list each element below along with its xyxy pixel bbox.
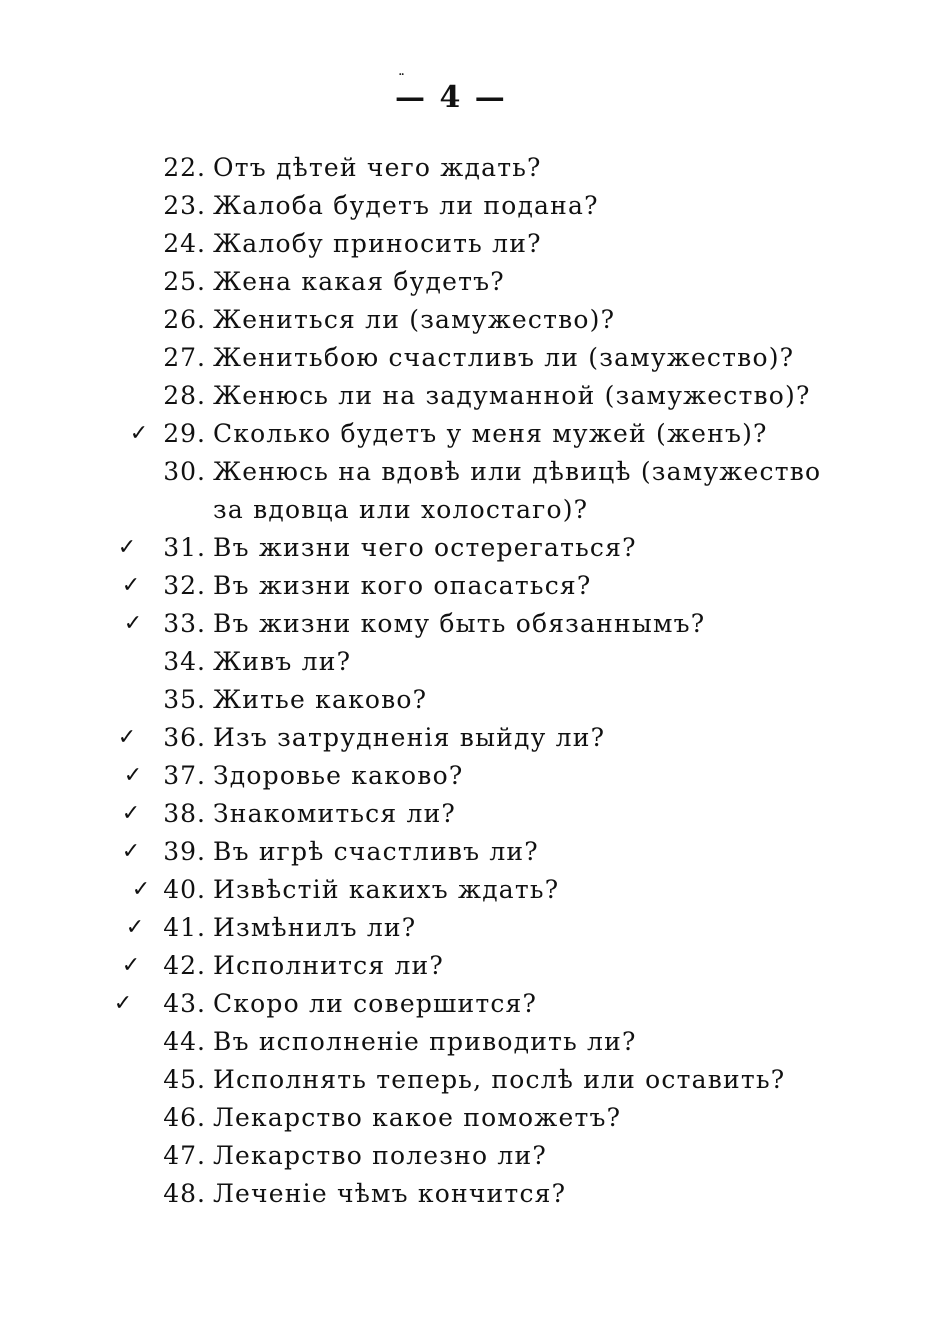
item-text: Женюсь ли на задуманной (замужество)? xyxy=(213,381,811,410)
check-mark: ✓ xyxy=(123,763,143,788)
list-item xyxy=(0,339,936,377)
item-number: 26. xyxy=(163,305,206,334)
list-item xyxy=(0,909,936,947)
check-mark: ✓ xyxy=(113,991,133,1016)
check-mark: ✓ xyxy=(121,839,141,864)
list-item xyxy=(0,415,936,453)
list-item xyxy=(0,149,936,187)
list-item xyxy=(0,225,936,263)
list-item xyxy=(0,681,936,719)
item-text: Измѣнилъ ли? xyxy=(213,913,417,942)
item-number: 23. xyxy=(163,191,206,220)
item-text: Жалобу приносить ли? xyxy=(213,229,542,258)
item-number: 39. xyxy=(163,837,206,866)
item-text: Жалоба будетъ ли подана? xyxy=(213,191,599,220)
item-text: Отъ дѣтей чего ждать? xyxy=(213,153,542,182)
item-number: 32. xyxy=(163,571,206,600)
list-item xyxy=(0,263,936,301)
item-text: Извѣстій какихъ ждать? xyxy=(213,875,560,904)
item-number: 44. xyxy=(163,1027,206,1056)
check-mark: ✓ xyxy=(121,801,141,826)
item-text: Жениться ли (замужество)? xyxy=(213,305,616,334)
list-item xyxy=(0,757,936,795)
item-number: 27. xyxy=(163,343,206,372)
list-item xyxy=(0,833,936,871)
item-number: 29. xyxy=(163,419,206,448)
item-text: Въ исполненіе приводить ли? xyxy=(213,1027,637,1056)
list-item xyxy=(0,643,936,681)
check-mark: ✓ xyxy=(129,421,149,446)
item-number: 38. xyxy=(163,799,206,828)
check-mark: ✓ xyxy=(117,535,137,560)
item-number: 45. xyxy=(163,1065,206,1094)
check-mark: ✓ xyxy=(121,953,141,978)
list-item xyxy=(0,1061,936,1099)
item-text: Въ жизни кого опасаться? xyxy=(213,571,592,600)
item-text: Лекарство полезно ли? xyxy=(213,1141,547,1170)
item-text: Здоровье каково? xyxy=(213,761,464,790)
ink-speck: .. xyxy=(398,63,403,79)
item-text: Женитьбою счастливъ ли (замужество)? xyxy=(213,343,795,372)
item-number: 30. xyxy=(163,457,206,486)
item-number: 42. xyxy=(163,951,206,980)
item-text: Житье каково? xyxy=(213,685,428,714)
item-number: 34. xyxy=(163,647,206,676)
list-item xyxy=(0,187,936,225)
list-item xyxy=(0,947,936,985)
check-mark: ✓ xyxy=(123,611,143,636)
list-item xyxy=(0,1137,936,1175)
item-number: 35. xyxy=(163,685,206,714)
page-number-header: — 4 — xyxy=(395,80,507,115)
item-text: Женюсь на вдовѣ или дѣвицѣ (замужество за вдовца или холостаго)? xyxy=(213,457,822,524)
item-text: Лекарство какое поможетъ? xyxy=(213,1103,622,1132)
list-item xyxy=(0,567,936,605)
question-list xyxy=(0,149,936,1213)
list-item xyxy=(0,871,936,909)
list-item xyxy=(0,795,936,833)
item-number: 28. xyxy=(163,381,206,410)
list-item xyxy=(0,377,936,415)
item-number: 48. xyxy=(163,1179,206,1208)
check-mark: ✓ xyxy=(131,877,151,902)
item-number: 22. xyxy=(163,153,206,182)
list-item xyxy=(0,1175,936,1213)
item-text: Исполнится ли? xyxy=(213,951,445,980)
item-text: Живъ ли? xyxy=(213,647,352,676)
item-number: 37. xyxy=(163,761,206,790)
item-text: Леченіе чѣмъ кончится? xyxy=(213,1179,567,1208)
item-number: 41. xyxy=(163,913,206,942)
list-item xyxy=(0,985,936,1023)
item-number: 25. xyxy=(163,267,206,296)
item-number: 40. xyxy=(163,875,206,904)
check-mark: ✓ xyxy=(121,573,141,598)
list-item xyxy=(0,453,936,529)
list-item xyxy=(0,605,936,643)
item-text: Въ игрѣ счастливъ ли? xyxy=(213,837,539,866)
item-number: 33. xyxy=(163,609,206,638)
item-text: Въ жизни чего остерегаться? xyxy=(213,533,637,562)
list-item xyxy=(0,1023,936,1061)
check-mark: ✓ xyxy=(117,725,137,750)
list-item xyxy=(0,1099,936,1137)
item-number: 31. xyxy=(163,533,206,562)
item-text: Жена какая будетъ? xyxy=(213,267,505,296)
list-item xyxy=(0,301,936,339)
list-item xyxy=(0,529,936,567)
item-number: 47. xyxy=(163,1141,206,1170)
item-text: Въ жизни кому быть обязаннымъ? xyxy=(213,609,706,638)
list-item xyxy=(0,719,936,757)
check-mark: ✓ xyxy=(125,915,145,940)
item-number: 36. xyxy=(163,723,206,752)
item-number: 43. xyxy=(163,989,206,1018)
item-text: Исполнять теперь, послѣ или оставить? xyxy=(213,1065,786,1094)
item-text: Изъ затрудненія выйду ли? xyxy=(213,723,606,752)
item-number: 46. xyxy=(163,1103,206,1132)
item-text: Скоро ли совершится? xyxy=(213,989,538,1018)
item-number: 24. xyxy=(163,229,206,258)
item-text: Знакомиться ли? xyxy=(213,799,457,828)
item-text: Сколько будетъ у меня мужей (женъ)? xyxy=(213,419,768,448)
